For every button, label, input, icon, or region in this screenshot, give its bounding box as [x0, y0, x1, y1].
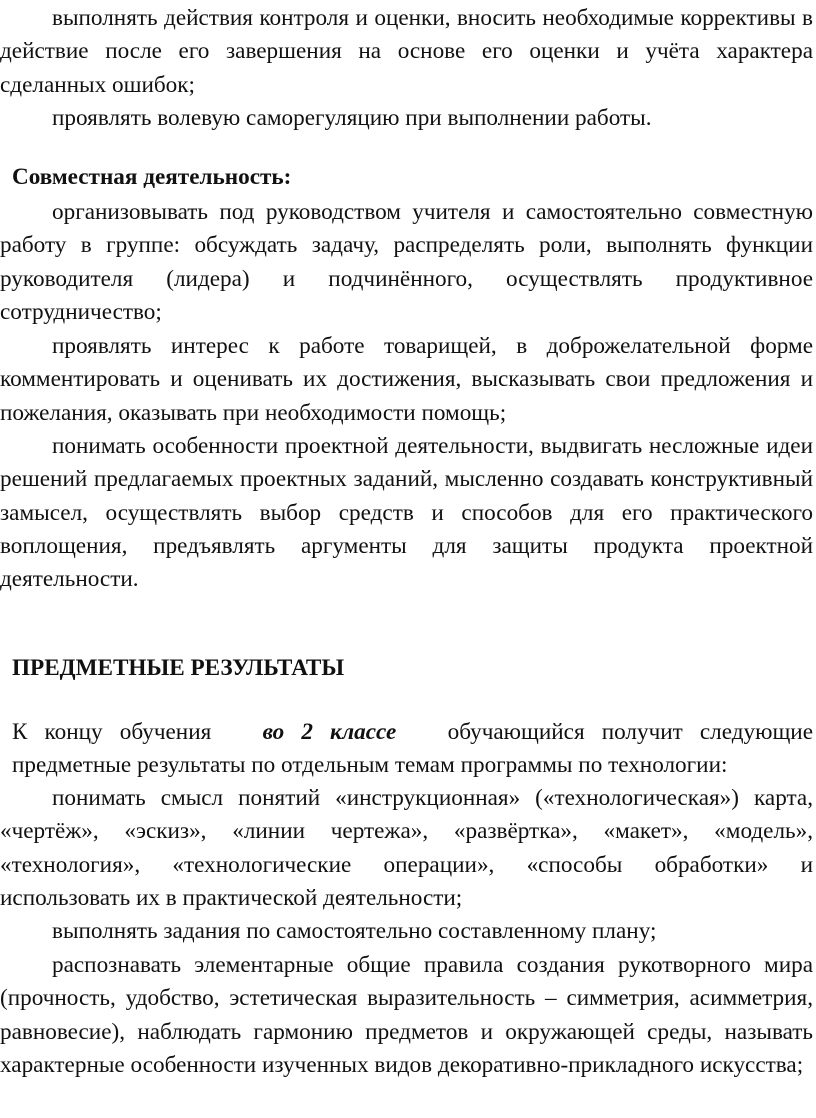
paragraph-control-evaluation: выполнять действия контроля и оценки, вносить необходимые коррективы в действие после его завершения на основе его оценки и учёта характера сделанных ошибок; [0, 5, 813, 98]
paragraph-interest-in-peers: проявлять интерес к работе товарищей, в доброжелательной форме комментировать и оценивать их достижения, высказывать свои предложения и пожелания, оказывать при необходимости помощь; [0, 333, 813, 426]
paragraph-understand-concepts: понимать смысл понятий «инструкционная» («технологическая») карта, «чертёж», «эскиз», «линии чертежа», «развёртка», «макет», «модель», «технология», «технологические операции», «способы обработки» и использовать их в практической деятельности; [0, 785, 813, 911]
heading-joint-activity: Совместная деятельность: [12, 164, 292, 190]
paragraph-intro-continued: предметные результаты по отдельным темам программы по технологии: [12, 752, 728, 778]
paragraph-self-regulation: проявлять волевую саморегуляцию при выполнении работы. [52, 105, 652, 131]
paragraph-recognize-rules: распознавать элементарные общие правила создания рукотворного мира (прочность, удобство, эстетическая выразительность – симметрия, асимметрия, равновесие), наблюдать гармонию предметов и окружающей среды, называть характерные особенности изученных видов декоративно-прикладного искусства; [0, 952, 813, 1078]
intro-grade-emphasis: во 2 классе [262, 719, 397, 745]
paragraph-intro-line [12, 716, 813, 749]
intro-start: К концу обучения [12, 719, 212, 745]
heading-subject-results: ПРЕДМЕТНЫЕ РЕЗУЛЬТАТЫ [12, 655, 345, 681]
paragraph-organize-group-work: организовывать под руководством учителя и самостоятельно совместную работу в группе: обсуждать задачу, распределять роли, выполнять функции руководителя (лидера) и подчинённого, осуществлять продуктивное сотрудничество; [0, 199, 813, 325]
paragraph-follow-plan: выполнять задания по самостоятельно составленному плану; [52, 918, 657, 944]
paragraph-project-activity: понимать особенности проектной деятельности, выдвигать несложные идеи решений предлагаемых проектных заданий, мысленно создавать конструктивный замысел, осуществлять выбор средств и способов для его практического воплощения, предъявлять аргументы для защиты продукта проектной деятельности. [0, 433, 813, 593]
intro-end: обучающийся получит следующие [447, 719, 813, 745]
